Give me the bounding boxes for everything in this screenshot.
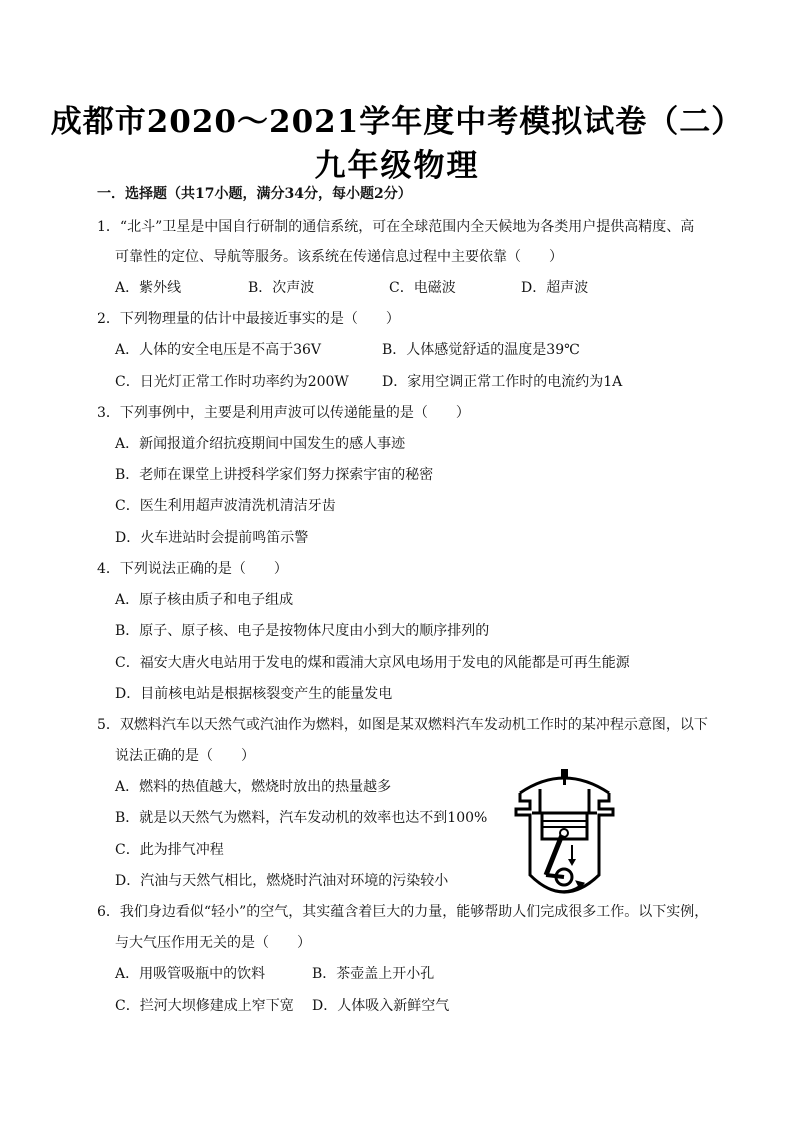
q3-option-b: B．老师在课堂上讲授科学家们努力探索宇宙的秘密 (115, 467, 434, 483)
q1-option-b: B．次声波 (248, 280, 315, 296)
q4-option-b: B．原子、原子核、电子是按物体尺度由小到大的顺序排列的 (115, 623, 490, 639)
q5-option-c: C．此为排气冲程 (115, 842, 224, 858)
q6-stem-line2: 与大气压作用无关的是（ ） (115, 935, 311, 951)
q6-option-b: B．茶壶盖上开小孔 (312, 966, 435, 982)
q2-option-d: D．家用空调正常工作时的电流约为1A (382, 374, 623, 390)
q3-option-d: D．火车进站时会提前鸣笛示警 (115, 530, 309, 546)
exam-title: 成都市2020～2021学年度中考模拟试卷（二） (50, 104, 744, 140)
spark-plug-icon (561, 769, 568, 785)
q2-option-b: B．人体感觉舒适的温度是39℃ (382, 342, 580, 358)
q1-option-a: A．紫外线 (115, 280, 182, 296)
q6-stem-line1: 6．我们身边看似“轻小”的空气，其实蕴含着巨大的力量，能够帮助人们完成很多工作。以下实例， (97, 904, 709, 920)
q4-option-a: A．原子核由质子和电子组成 (115, 592, 294, 608)
q1-option-d: D．超声波 (521, 280, 589, 296)
engine-stroke-diagram (512, 767, 617, 907)
q4-stem: 4．下列说法正确的是（ ） (97, 561, 288, 577)
down-arrow-icon (568, 845, 576, 866)
exam-subtitle: 九年级物理 (314, 148, 480, 184)
piston-icon (542, 813, 587, 839)
q2-option-c: C．日光灯正常工作时功率约为200W (115, 374, 349, 390)
q6-option-c: C．拦河大坝修建成上窄下宽 (115, 998, 294, 1014)
q5-option-a: A．燃料的热值越大，燃烧时放出的热量越多 (115, 779, 392, 795)
q1-option-c: C．电磁波 (389, 280, 456, 296)
q5-option-b: B．就是以天然气为燃料，汽车发动机的效率也达不到100% (115, 810, 488, 826)
q5-stem-line1: 5．双燃料汽车以天然气或汽油作为燃料，如图是某双燃料汽车发动机工作时的某冲程示意图，以下 (97, 717, 708, 733)
q5-option-d: D．汽油与天然气相比，燃烧时汽油对环境的污染较小 (115, 873, 449, 889)
q1-stem-line2: 可靠性的定位、导航等服务。该系统在传递信息过程中主要依靠（ ） (115, 249, 563, 265)
q4-option-c: C．福安大唐火电站用于发电的煤和霞浦大京风电场用于发电的风能都是可再生能源 (115, 655, 630, 671)
q3-option-c: C．医生利用超声波清洗机清洁牙齿 (115, 498, 336, 514)
crankshaft-icon (542, 835, 584, 892)
q1-stem-line1: 1．“北斗”卫星是中国自行研制的通信系统，可在全球范围内全天候地为各类用户提供高精度、高 (97, 219, 695, 235)
q2-stem: 2．下列物理量的估计中最接近事实的是（ ） (97, 311, 400, 327)
q2-option-a: A．人体的安全电压是不高于36V (115, 342, 322, 358)
q5-stem-line2: 说法正确的是（ ） (115, 748, 255, 764)
q3-stem: 3．下列事例中，主要是利用声波可以传递能量的是（ ） (97, 405, 470, 421)
q4-option-d: D．目前核电站是根据核裂变产生的能量发电 (115, 686, 393, 702)
section-heading: 一．选择题（共17小题，满分34分，每小题2分） (97, 186, 412, 202)
q6-option-a: A．用吸管吸瓶中的饮料 (115, 966, 266, 982)
valve-icon (532, 789, 597, 813)
q6-option-d: D．人体吸入新鲜空气 (312, 998, 450, 1014)
q3-option-a: A．新闻报道介绍抗疫期间中国发生的感人事迹 (115, 436, 406, 452)
